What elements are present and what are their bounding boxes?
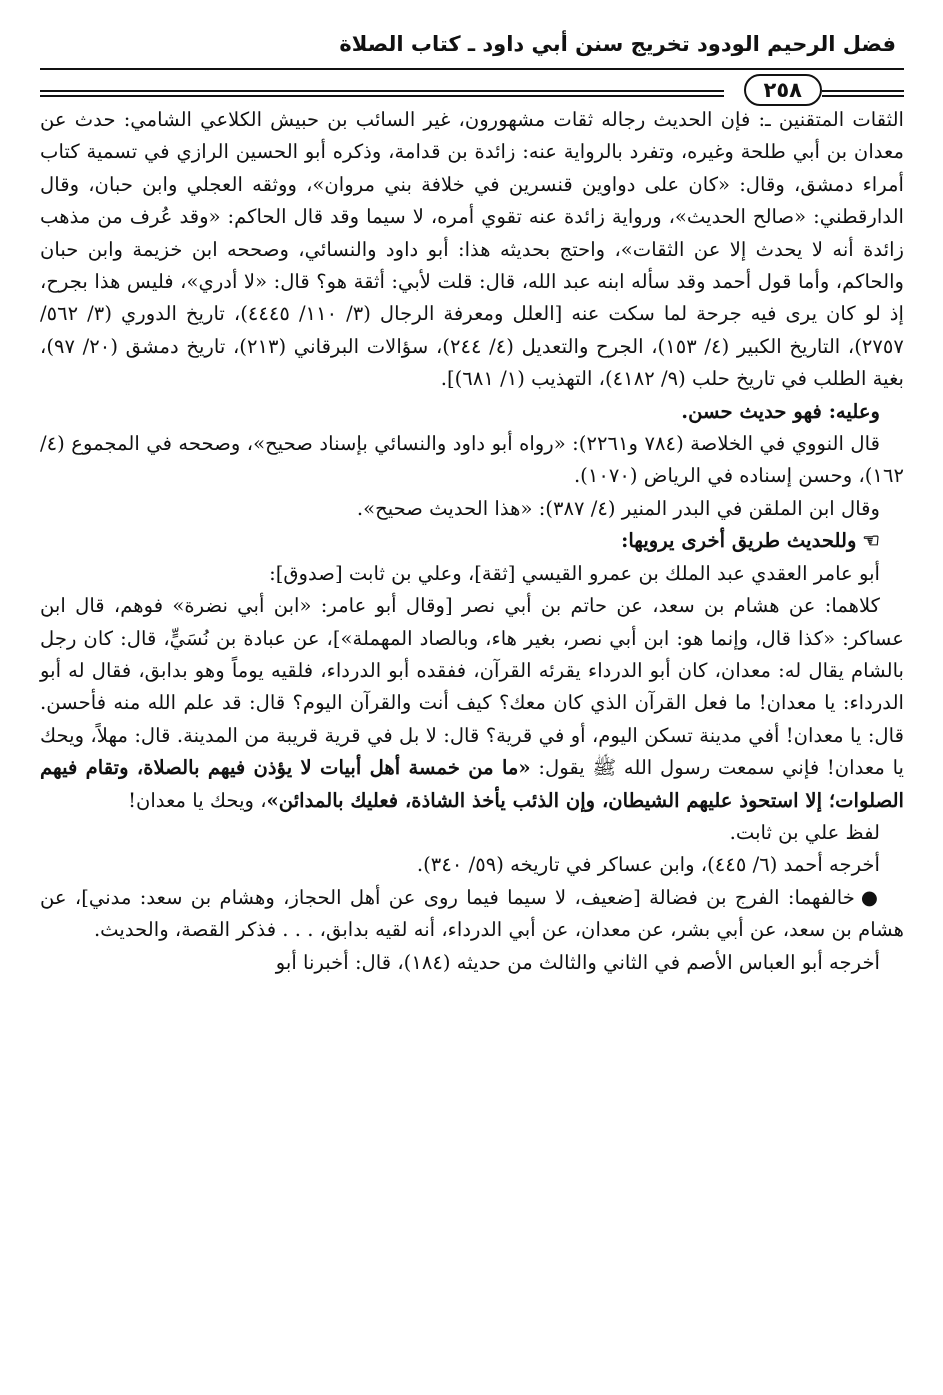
paragraph-abu-amir: أبو عامر العقدي عبد الملك بن عمرو القيسي [ثقة]، وعلي بن ثابت [صدوق]: xyxy=(269,561,880,585)
book-page xyxy=(40,24,904,979)
paragraph-wording: لفظ علي بن ثابت. xyxy=(729,820,880,844)
running-title: فضل الرحيم الودود تخريج سنن أبي داود ـ كتاب الصلاة xyxy=(339,32,896,56)
hadith-story-end: ، ويحك يا معدان! xyxy=(128,788,267,812)
page-number: ٢٥٨ xyxy=(744,74,822,106)
paragraph-takhrij-ahmad: أخرجه أحمد (٦/ ٤٤٥)، وابن عساكر في تاريخه (٥٩/ ٣٤٠). xyxy=(416,853,880,877)
paragraph-takhrij-asam: أخرجه أبو العباس الأصم في الثاني والثالث من حديثه (١٨٤)، قال: أخبرنا أبو xyxy=(275,950,880,974)
paragraph-hadith-story xyxy=(40,590,904,817)
paragraph-disagreement xyxy=(40,882,904,947)
paragraph-narrators: الثقات المتقنين ـ: فإن الحديث رجاله ثقات مشهورون، غير السائب بن حبيش الكلاعي الشامي: حدث عن معدان بن أبي طلحة وغيره، وتفرد بالرواية عنه: زائدة بن قدامة، وذكره أبو الحسين الرازي في تسمية كتاب أمراء دمشق، وقال: «كان على دواوين قنسرين في خلافة بني مروان»، ووثقه العجلي وابن حبان، وقال الدارقطني: «صالح الحديث»، ورواية زائدة عنه تقوي أمره، لا سيما وقد قال الحاكم: «وقد عُرف من مذهب زائدة أنه لا يحدث إلا عن الثقات»، واحتج بحديثه هذا: أبو داود والنسائي، وصححه ابن خزيمة وابن حبان والحاكم، وأما قول أحمد وقد سأله ابنه عبد الله، قال: قلت لأبي: أثقة هو؟ قال: «لا أدري»، فليس هذا بجرح، إذ لو كان يرى فيه جرحة لما سكت عنه [العلل ومعرفة الرجال (٣/ ١١٠/ ٤٤٤٥)، تاريخ الدوري (٣/ ٥٦٢/ ٢٧٥٧)، التاريخ الكبير (٤/ ١٥٣)، الجرح والتعديل (٤/ ٢٤٤)، سؤالات البرقاني (٢١٣)، تاريخ دمشق (٢٠/ ٩٧)، بغية الطلب في تاريخ حلب (٩/ ٤١٨٢)، التهذيب (١/ ٦٨١)]. xyxy=(40,108,904,391)
hadith-story-text: كلاهما: عن هشام بن سعد، عن حاتم بن أبي نصر [وقال أبو عامر: «ابن أبي نضرة» فوهم، قال ابن عساكر: «كذا قال، وإنما هو: ابن أبي نصر، بغير هاء، وبالصاد المهملة»]، عن عبادة بن نُسَيٍّ، قال: كان رجل بالشام يقال له: معدان، كان أبو الدرداء يقرئه القرآن، ففقده أبو الدرداء، فلقيه يوماً وهو بدابق، فقال له أبو الدرداء: يا معدان! ما فعل القرآن الذي كان معك؟ كيف أنت والقرآن اليوم؟ قال: قد علم الله منه فأحسن. قال: يا معدان! أفي مدينة تسكن اليوم، أو في قرية؟ قال: لا بل في قرية قريبة من المدينة. قال: مهلاً، ويحك يا معدان! فإني سمعت رسول الله ﷺ يقول: xyxy=(40,594,905,780)
page-body xyxy=(40,104,904,979)
page-number-box xyxy=(744,74,822,106)
header-double-rule-right xyxy=(822,90,904,97)
paragraph-nawawi: قال النووي في الخلاصة (٧٨٤ و٢٢٦١): «رواه أبو داود والنسائي بإسناد صحيح»، وصححه في المجموع (٤/ ١٦٢)، وحسن إسناده في الرياض (١٠٧٠). xyxy=(40,432,904,488)
header-rule xyxy=(40,68,904,70)
page-header xyxy=(40,24,904,104)
pointing-hand-icon: ☜ xyxy=(862,529,880,553)
disagreement-text: خالفهما: الفرج بن فضالة [ضعيف، لا سيما فيما روى عن أهل الحجاز، وهشام بن سعد: مدني]، عن هشام بن سعد، عن أبي بشر، عن معدان، عن أبي الدرداء، أنه لقيه بدابق، . . . فذكر القصة، والحديث. xyxy=(40,885,904,942)
paragraph-other-route xyxy=(40,525,904,557)
other-route-heading: وللحديث طريق أخرى يرويها: xyxy=(621,529,857,553)
bullet-icon: ● xyxy=(860,885,880,909)
paragraph-ibn-mulaqqin: وقال ابن الملقن في البدر المنير (٤/ ٣٨٧): «هذا الحديث صحيح». xyxy=(356,496,880,520)
hadith-text: «ما من خمسة أهل أبيات لا يؤذن فيهم بالصلاة، وتقام فيهم الصلوات؛ إلا استحوذ عليهم الشيطان، وإن الذئب يأخذ الشاذة، فعليك بالمدائن» xyxy=(40,756,904,812)
header-double-rule-left xyxy=(40,90,724,97)
paragraph-verdict: وعليه: فهو حديث حسن. xyxy=(681,399,880,423)
